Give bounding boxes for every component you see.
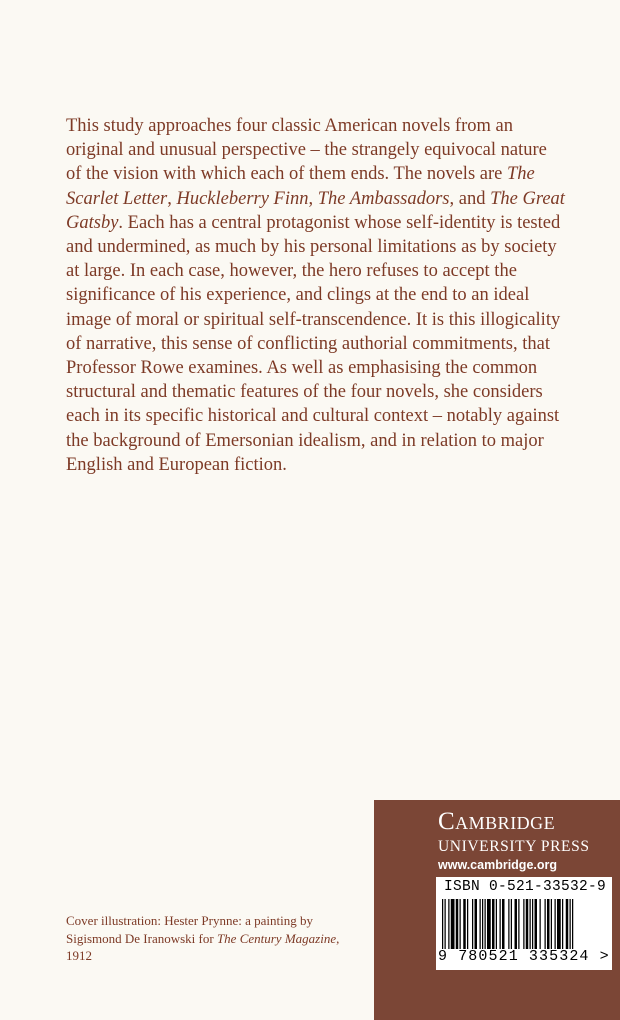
cover-illustration-credit [66,912,366,965]
back-cover-blurb [66,114,566,477]
credit-year: , 1912 [66,930,340,963]
barcode-icon [442,899,606,949]
blurb-separator: , [167,188,177,209]
title-great-gatsby: The Great Gatsby [66,188,565,233]
blurb-intro: This study approaches four classic American novels from an original and unusual perspective – the strangely equivocal nature of the vision with which each of them ends. The novels are [66,116,547,185]
credit-text: Cover illustration: Hester Prynne: a painting by Sigismond De Iranowski for [66,913,313,946]
publisher-block [374,800,620,1020]
credit-magazine: The Century Magazine [216,930,337,946]
title-huckleberry-finn: Huckleberry Finn [176,188,309,209]
blurb-separator: , and [449,188,491,209]
barcode-panel [436,877,612,970]
isbn-label: ISBN 0-521-33532-9 [444,879,607,895]
publisher-name: Cambridge [438,808,556,835]
publisher-url: www.cambridge.org [438,858,558,872]
publisher-subtitle: UNIVERSITY PRESS [438,838,590,855]
title-scarlet-letter: The Scarlet Letter [66,164,535,209]
title-ambassadors: The Ambassadors [317,188,450,209]
blurb-body: . Each has a central protagonist whose self-identity is tested and undermined, as much by his personal limitations as by society at large. In each case, however, the hero refuses to accept the significance of his experience, and clings at the end to an ideal image of moral or spiritual self-transcendence. It is this illogicality of narrative, this sense of conflicting authorial commitments, that Professor Rowe examines. As well as emphasising the common structural and thematic features of the four novels, she considers each in its specific historical and cultural context – notably against the background of Emersonian idealism, and in relation to major English and European fiction. [66,212,561,475]
blurb-separator: , [308,188,318,209]
ean-number: 9 780521 335324 > [438,948,610,965]
